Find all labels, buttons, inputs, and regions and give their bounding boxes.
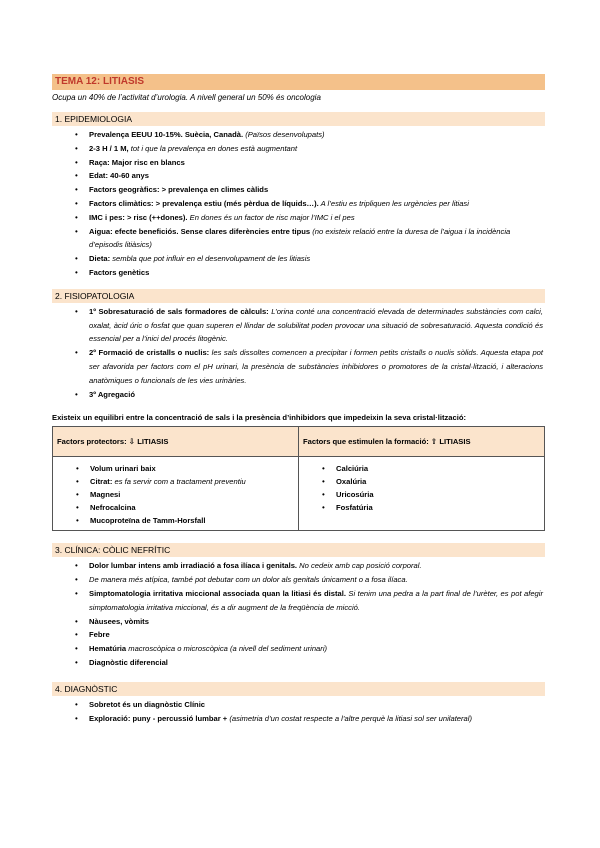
equilibri-intro: Existeix un equilibri entre la concentració de sals i la presència d’inhibidors que impedeixin la seva cristal·lització: — [52, 413, 466, 423]
estimulants-cell — [299, 457, 545, 531]
list-item: • Factors geogràfics: > prevalença en climes càlids — [52, 183, 545, 197]
list-item: • Mucoproteïna de Tamm-Horsfall — [53, 514, 298, 527]
list-item: • 1º Sobresaturació de sals formadores de càlculs: L’orina conté una concentració elevada de determinades substàncies com calci, oxalat, àcid úric o fosfat que quan superen el llindar de solubilitat poden provocar una situació de sobresaturació. Aquesta condició és essencial per a l’inici del procés litogènic. — [52, 305, 545, 346]
list-item: • Magnesi — [53, 488, 298, 501]
list-item: • Factors climàtics: > prevalença estiu (més pèrdua de líquids…). A l’estiu es tripliquen les urgències per litiasi — [52, 197, 545, 211]
list-item: • Edat: 40-60 anys — [52, 169, 545, 183]
section-heading-epidemiologia: 1. EPIDEMIOLOGIA — [52, 112, 545, 126]
section-heading-fisiopatologia: 2. FISIOPATOLOGIA — [52, 289, 545, 303]
list-item: • 2-3 H / 1 M, tot i que la prevalença en dones està augmentant — [52, 142, 545, 156]
protectors-cell — [53, 457, 299, 531]
list-item: • Prevalença EEUU 10-15%. Suècia, Canadà. (Països desenvolupats) — [52, 128, 545, 142]
list-item: • Oxalúria — [299, 475, 544, 488]
page-title: TEMA 12: LITIASIS — [52, 74, 545, 90]
list-item: • 2º Formació de cristalls o nuclis: les sals dissoltes comencen a precipitar i formen petits cristalls o nuclis sòlids. Aquesta etapa pot ser afavorida per factors com el pH urinari, la presència de substàncies inhibidores o promotores de la cristal·lització, i alteracions anatòmiques o funcionals de les vies urinàries. — [52, 346, 545, 387]
list-item: • Nàusees, vòmits — [52, 615, 545, 629]
list-item: • Dolor lumbar intens amb irradiació a fosa ilíaca i genitals. No cedeix amb cap posició corporal. — [52, 559, 545, 573]
list-item: • Volum urinari baix — [53, 462, 298, 475]
list-item: • Raça: Major risc en blancs — [52, 156, 545, 170]
estimulants-header: Factors que estimulen la formació: ⇧ LITIASIS — [299, 427, 545, 457]
page-subtitle: Ocupa un 40% de l’activitat d’urologia. A nivell general un 50% és oncologia — [52, 93, 321, 102]
list-item: • Hematúria macroscòpica o microscòpica (a nivell del sediment urinari) — [52, 642, 545, 656]
list-item: • Diagnòstic diferencial — [52, 656, 545, 670]
list-item: • Calciúria — [299, 462, 544, 475]
list-item: • Simptomatologia irritativa miccional associada quan la litiasi és distal. Si tenim una pedra a la part final de l’urèter, es pot afegir simptomatologia irritativa miccional, és a dir augment de la freqüència de micció. — [52, 587, 545, 615]
protectors-header: Factors protectors: ⇩ LITIASIS — [53, 427, 299, 457]
list-item: • Exploració: puny - percussió lumbar + (asimetria d’un costat respecte a l’altre perquè la litiasi sol ser unilateral) — [52, 712, 545, 726]
epidemiologia-list — [52, 128, 545, 280]
section-heading-diagnostic: 4. DIAGNÒSTIC — [52, 682, 545, 696]
list-item: • De manera més atípica, també pot debutar com un dolor als genitals únicament o a fosa ilíaca. — [52, 573, 545, 587]
list-item: • IMC i pes: > risc (++dones). En dones és un factor de risc major l’IMC i el pes — [52, 211, 545, 225]
fisiopatologia-list — [52, 305, 545, 402]
section-heading-clinica: 3. CLÍNICA: CÒLIC NEFRÍTIC — [52, 543, 545, 557]
document-content — [52, 74, 545, 725]
list-item: • Febre — [52, 628, 545, 642]
list-item: • Sobretot és un diagnòstic Clínic — [52, 698, 545, 712]
list-item: • Factors genètics — [52, 266, 545, 280]
factors-table — [52, 426, 545, 531]
diagnostic-list — [52, 698, 545, 726]
list-item: • 3º Agregació — [52, 388, 545, 402]
list-item: • Fosfatúria — [299, 501, 544, 514]
list-item: • Dieta: sembla que pot influir en el desenvolupament de les litiasis — [52, 252, 545, 266]
list-item: • Uricosúria — [299, 488, 544, 501]
list-item: • Aigua: efecte beneficiós. Sense clares diferències entre tipus (no existeix relació entre la duresa de l’aigua i la incidència d’episodis litiàsics) — [52, 225, 545, 253]
list-item: • Nefrocalcina — [53, 501, 298, 514]
list-item: • Citrat: es fa servir com a tractament preventiu — [53, 475, 298, 488]
clinica-list — [52, 559, 545, 669]
